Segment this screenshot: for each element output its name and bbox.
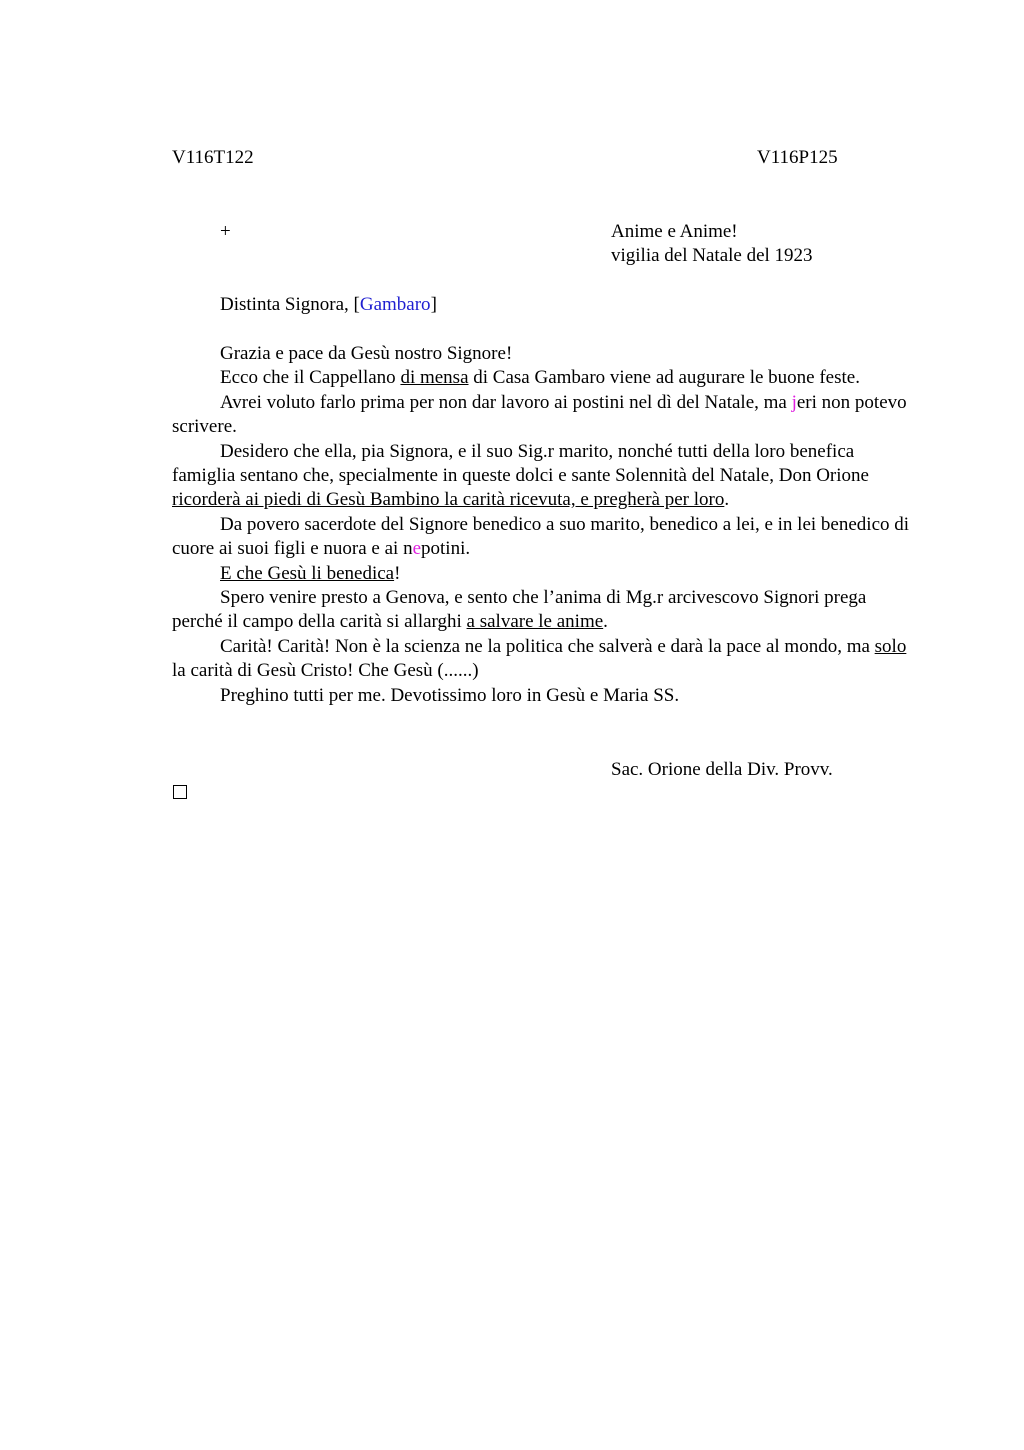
salutation-prefix: Distinta Signora, [	[220, 294, 360, 315]
paragraph-blessing	[172, 513, 912, 562]
paragraph-remember	[172, 488, 912, 512]
end-box-icon	[173, 785, 187, 799]
paragraph-closing: Preghino tutti per me. Devotissimo loro in Gesù e Maria SS.	[220, 684, 680, 706]
paragraph-genova	[172, 586, 912, 635]
letter-body	[172, 342, 912, 708]
text-run: Avrei voluto farlo prima per non dar lavoro ai postini nel dì del Natale, ma	[220, 391, 792, 413]
text-run: potini.	[421, 538, 471, 560]
underlined-text: solo	[874, 635, 907, 657]
signature: Sac. Orione della Div. Provv.	[611, 759, 833, 780]
salutation	[220, 293, 437, 317]
paragraph-greeting: Grazia e pace da Gesù nostro Signore!	[220, 343, 513, 364]
underlined-text: ricorderà ai piedi di Gesù Bambino la carità ricevuta, e pregherà per loro	[172, 489, 725, 511]
highlighted-letter: j	[791, 391, 797, 413]
text-run: .	[724, 489, 730, 511]
text-run: !	[394, 562, 401, 584]
text-run: Spero venire presto a Genova, e sento che l’anima di Mg.r arcivescovo Signori prega perché il campo della carità si allarghi	[172, 587, 867, 633]
underlined-text: a salvare le anime	[466, 611, 604, 633]
underlined-text: E che Gesù li benedica	[220, 562, 395, 584]
text-run: la carità di Gesù Cristo! Che Gesù (......)	[172, 660, 479, 682]
underlined-text: di mensa	[400, 367, 469, 389]
heading-block	[611, 220, 813, 268]
paragraph-wish: Desidero che ella, pia Signora, e il suo Sig.r marito, nonché tutti della loro benefica famiglia sentano che, specialmente in queste dolci e sante Solennità del Natale, Don Orione	[172, 440, 869, 487]
motto: Anime e Anime!	[611, 221, 738, 242]
highlighted-letter: e	[412, 538, 422, 560]
cross-symbol: +	[220, 221, 231, 242]
salutation-name: Gambaro	[359, 294, 431, 315]
text-run: Da povero sacerdote del Signore benedico a suo marito, benedico a lei, e in lei benedico di cuore ai suoi figli e nuora e ai n	[172, 513, 910, 560]
paragraph-postmen	[172, 391, 912, 440]
text-run: Carità! Carità! Non è la scienza ne la politica che salverà e darà la pace al mondo, ma	[220, 635, 875, 657]
paragraph-carita	[172, 635, 912, 684]
text-run: .	[603, 611, 608, 633]
page-code-right: V116P125	[757, 147, 838, 168]
letter-date: vigilia del Natale del 1923	[611, 245, 813, 266]
text-run: di Casa Gambaro viene ad augurare le buone feste.	[468, 367, 860, 389]
page-code-left: V116T122	[172, 147, 254, 168]
salutation-suffix: ]	[430, 294, 437, 315]
text-run: Ecco che il Cappellano	[220, 367, 401, 389]
paragraph-chaplain	[172, 366, 912, 390]
text-run: eri non potevo scrivere.	[172, 391, 907, 438]
paragraph-benedica	[172, 562, 912, 586]
